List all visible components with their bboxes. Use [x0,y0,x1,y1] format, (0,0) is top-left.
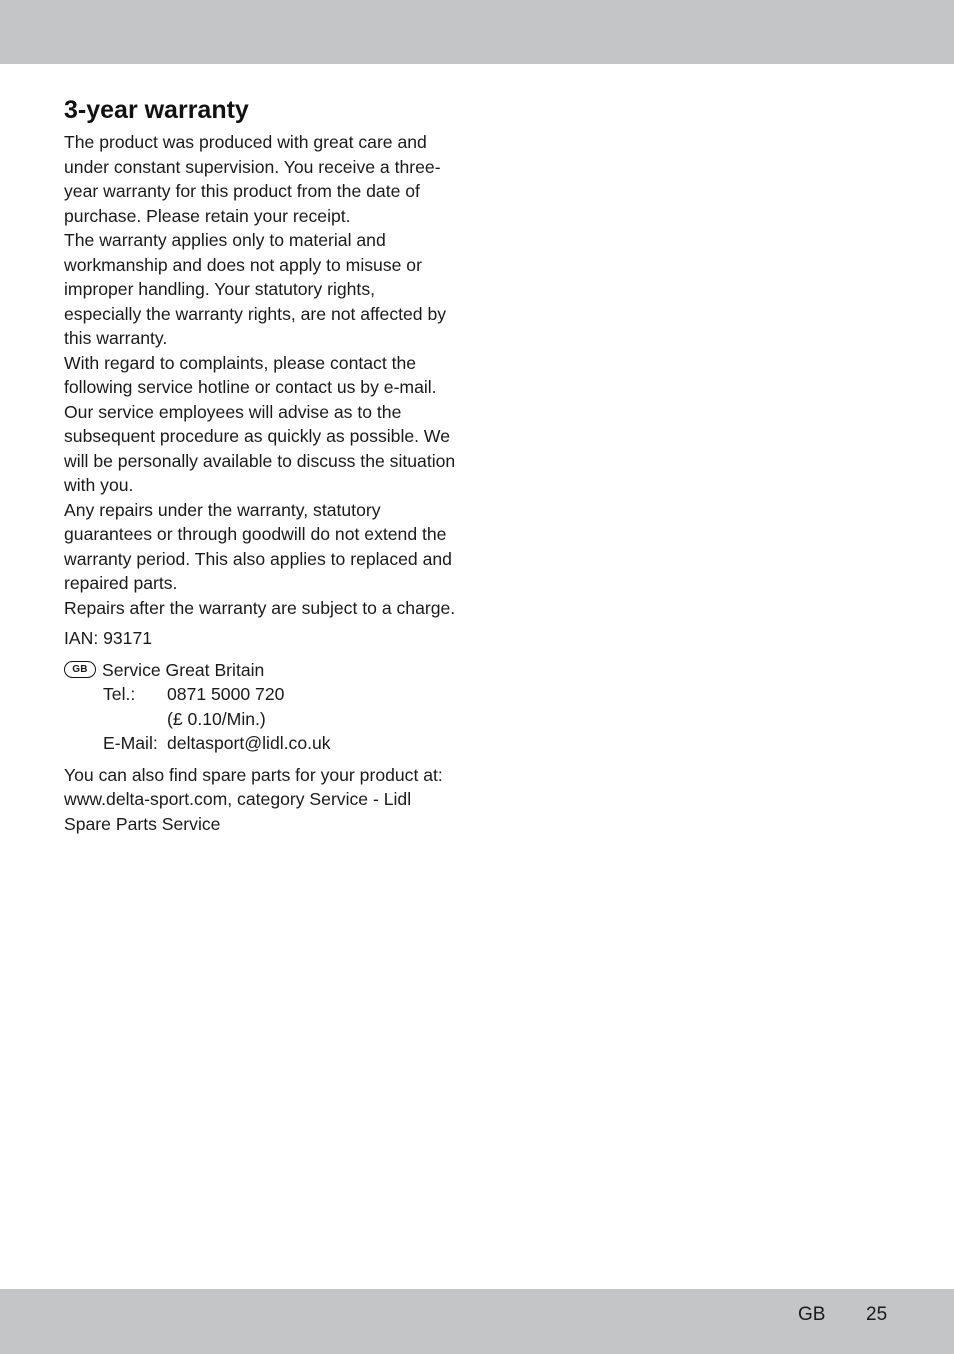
warranty-paragraph-5: Repairs after the warranty are subject to a charge. [64,597,456,618]
email-row [64,731,456,756]
header-bar [0,0,954,64]
page-number: 25 [866,1304,888,1325]
warranty-section [64,94,456,836]
warranty-paragraph-2: The warranty applies only to material and workmanship and does not apply to misuse or improper handling. Your statutory rights, especially the warranty rights, are not affected by this warranty. [64,230,447,348]
spare-parts-text: You can also find spare parts for your product at: www.delta-sport.com, category Service - Lidl Spare Parts Service [64,764,443,834]
page-title: 3-year warranty [64,96,249,124]
footer-language-code: GB [798,1304,826,1325]
service-contact [64,658,456,756]
warranty-paragraph-4: Any repairs under the warranty, statutory guarantees or through goodwill do not extend the warranty period. This also applies to replaced and repaired parts. [64,499,452,593]
warranty-body [64,130,456,620]
gb-country-icon: GB [64,661,96,678]
warranty-paragraph-1: The product was produced with great care and under constant supervision. You receive a three-year warranty for this product from the date of purchase. Please retain your receipt. [64,132,441,226]
phone-row [64,682,456,707]
service-title-line [64,658,456,683]
service-title: Service Great Britain [102,659,265,680]
phone-number: 0871 5000 720 [167,684,285,704]
email-address: deltasport@lidl.co.uk [167,733,331,753]
phone-rate-row [64,707,456,732]
warranty-paragraph-3: With regard to complaints, please contact the following service hotline or contact us by e-mail. Our service employees will advise as to the subsequent procedure as quickly as possible. We will be personally available to discuss the situation with you. [64,352,456,495]
ian-number: IAN: 93171 [64,628,153,648]
email-label: E-Mail: [103,733,158,753]
phone-rate: (£ 0.10/Min.) [167,708,266,729]
phone-label: Tel.: [103,684,136,704]
